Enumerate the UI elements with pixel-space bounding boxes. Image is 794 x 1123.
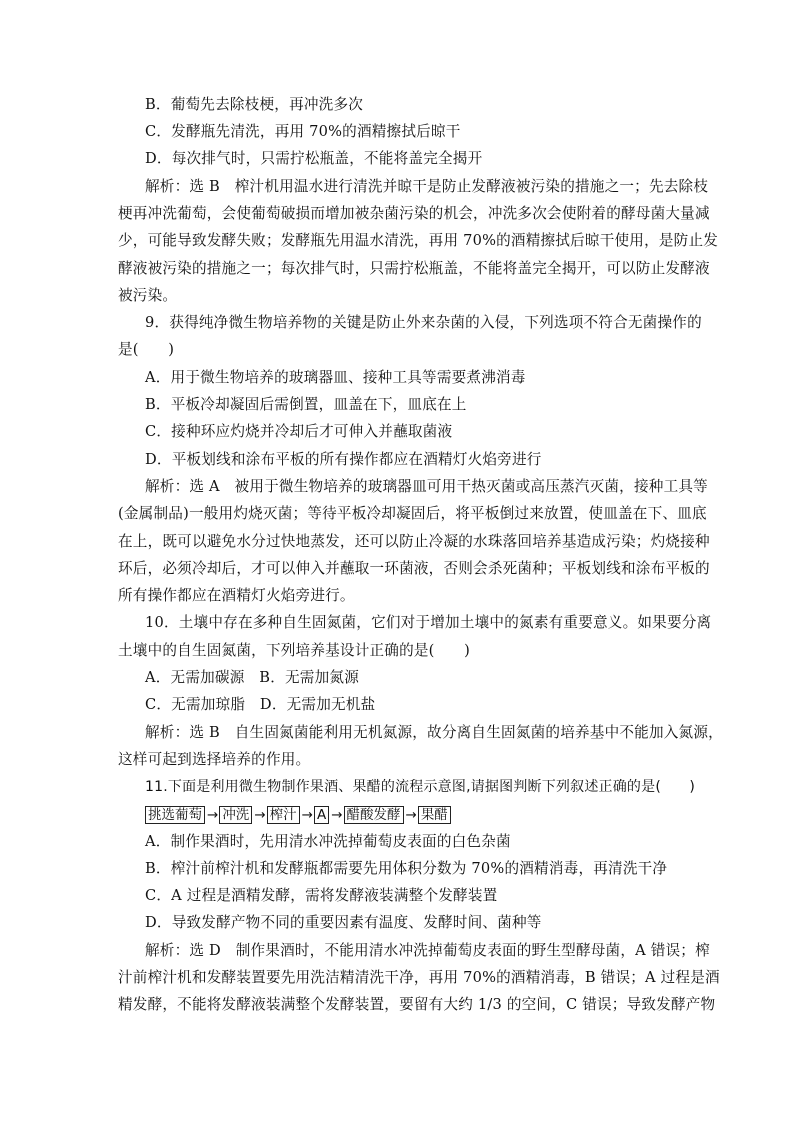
option-b-q11: B．榨汁前榨汁机和发酵瓶都需要先用体积分数为 70%的酒精消毒，再清洗干净 [145,860,668,877]
option-b-q8: B．葡萄先去除枝梗，再冲洗多次 [145,96,364,113]
arrow-icon: → [301,807,312,823]
flow-step-acetic-fermentation: 醋酸发酵 [344,806,404,824]
option-c-q9: C．接种环应灼烧并冷却后才可伸入并蘸取菌液 [145,423,453,440]
analysis-q8-line-5: 被污染。 [118,287,178,304]
question-11-stem: 11.下面是利用微生物制作果酒、果醋的流程示意图,请据图判断下列叙述正确的是( ) [145,779,696,795]
option-d-q8: D．每次排气时，只需拧松瓶盖，不能将盖完全揭开 [145,150,483,167]
flow-step-a: A [314,806,329,824]
flow-step-select-grapes: 挑选葡萄 [145,806,205,824]
analysis-q8-line-3: 少，可能导致发酵失败；发酵瓶先用温水清洗，再用 70%的酒精擦拭后晾干使用，是防止发 [118,232,719,249]
question-9-line-1: 9．获得纯净微生物培养物的关键是防止外来杂菌的入侵，下列选项不符合无菌操作的 [145,314,702,331]
analysis-q11-line-2: 汁前榨汁机和发酵装置要先用洗洁精清洗干净，再用 70%的酒精消毒，B 错误；A 过程是酒 [118,969,720,986]
analysis-q11-line-1: 解析：选 D 制作果酒时，不能用清水冲洗掉葡萄皮表面的野生型酵母菌，A 错误；榨 [145,942,710,959]
arrow-icon: → [207,807,218,823]
analysis-q8-line-1: 解析：选 B 榨汁机用温水进行清洗并晾干是防止发酵液被污染的措施之一；先去除枝 [145,178,709,195]
option-a-q11: A．制作果酒时，先用清水冲洗掉葡萄皮表面的白色杂菌 [145,833,511,850]
flow-step-vinegar: 果醋 [418,806,451,824]
process-flow-diagram [145,805,451,825]
arrow-icon: → [331,807,342,823]
question-10-line-2: 土壤中的自生固氮菌，下列培养基设计正确的是( ) [118,642,471,659]
question-10-line-1: 10．土壤中存在多种自生固氮菌，它们对于增加土壤中的氮素有重要意义。如果要分离 [145,614,712,631]
analysis-q9-line-1: 解析：选 A 被用于微生物培养的玻璃器皿可用干热灭菌或高压蒸汽灭菌，接种工具等 [145,478,708,495]
options-ab-q10: A．无需加碳源 B．无需加氮源 [145,669,359,686]
analysis-q9-line-4: 环后，必须冷却后，才可以伸入并蘸取一环菌液，否则会杀死菌种；平板划线和涂布平板的 [118,560,710,577]
analysis-q8-line-2: 梗再冲洗葡萄，会使葡萄破损而增加被杂菌污染的机会，冲洗多次会使附着的酵母菌大量减 [118,205,710,222]
analysis-q9-line-2: (金属制品)一般用灼烧灭菌；等待平板冷却凝固后，将平板倒过来放置，使皿盖在下、皿底 [118,505,707,522]
arrow-icon: → [405,807,416,823]
analysis-q10-line-1: 解析：选 B 自生固氮菌能利用无机氮源，故分离自生固氮菌的培养基中不能加入氮源， [145,724,723,741]
options-cd-q10: C．无需加琼脂 D．无需加无机盐 [145,696,376,713]
flow-step-juice: 榨汁 [267,806,300,824]
option-c-q11: C．A 过程是酒精发酵，需将发酵液装满整个发酵装置 [145,887,498,904]
option-a-q9: A．用于微生物培养的玻璃器皿、接种工具等需要煮沸消毒 [145,369,526,386]
option-d-q11: D．导致发酵产物不同的重要因素有温度、发酵时间、菌种等 [145,914,542,931]
analysis-q9-line-3: 在上，既可以避免水分过快地蒸发，还可以防止冷凝的水珠落回培养基造成污染；灼烧接种 [118,533,710,550]
arrow-icon: → [254,807,265,823]
option-d-q9: D．平板划线和涂布平板的所有操作都应在酒精灯火焰旁进行 [145,451,542,468]
analysis-q8-line-4: 酵液被污染的措施之一；每次排气时，只需拧松瓶盖，不能将盖完全揭开，可以防止发酵液 [118,260,710,277]
analysis-q10-line-2: 这样可起到选择培养的作用。 [118,751,311,768]
flow-step-rinse: 冲洗 [219,806,252,824]
option-c-q8: C．发酵瓶先清洗，再用 70%的酒精擦拭后晾干 [145,123,461,140]
analysis-q9-line-5: 所有操作都应在酒精灯火焰旁进行。 [118,587,355,604]
question-9-line-2: 是( ) [118,341,175,358]
option-b-q9: B．平板冷却凝固后需倒置，皿盖在下，皿底在上 [145,396,467,413]
analysis-q11-line-3: 精发酵，不能将发酵液装满整个发酵装置，要留有大约 1/3 的空间，C 错误；导致发酵产物 [118,996,716,1013]
